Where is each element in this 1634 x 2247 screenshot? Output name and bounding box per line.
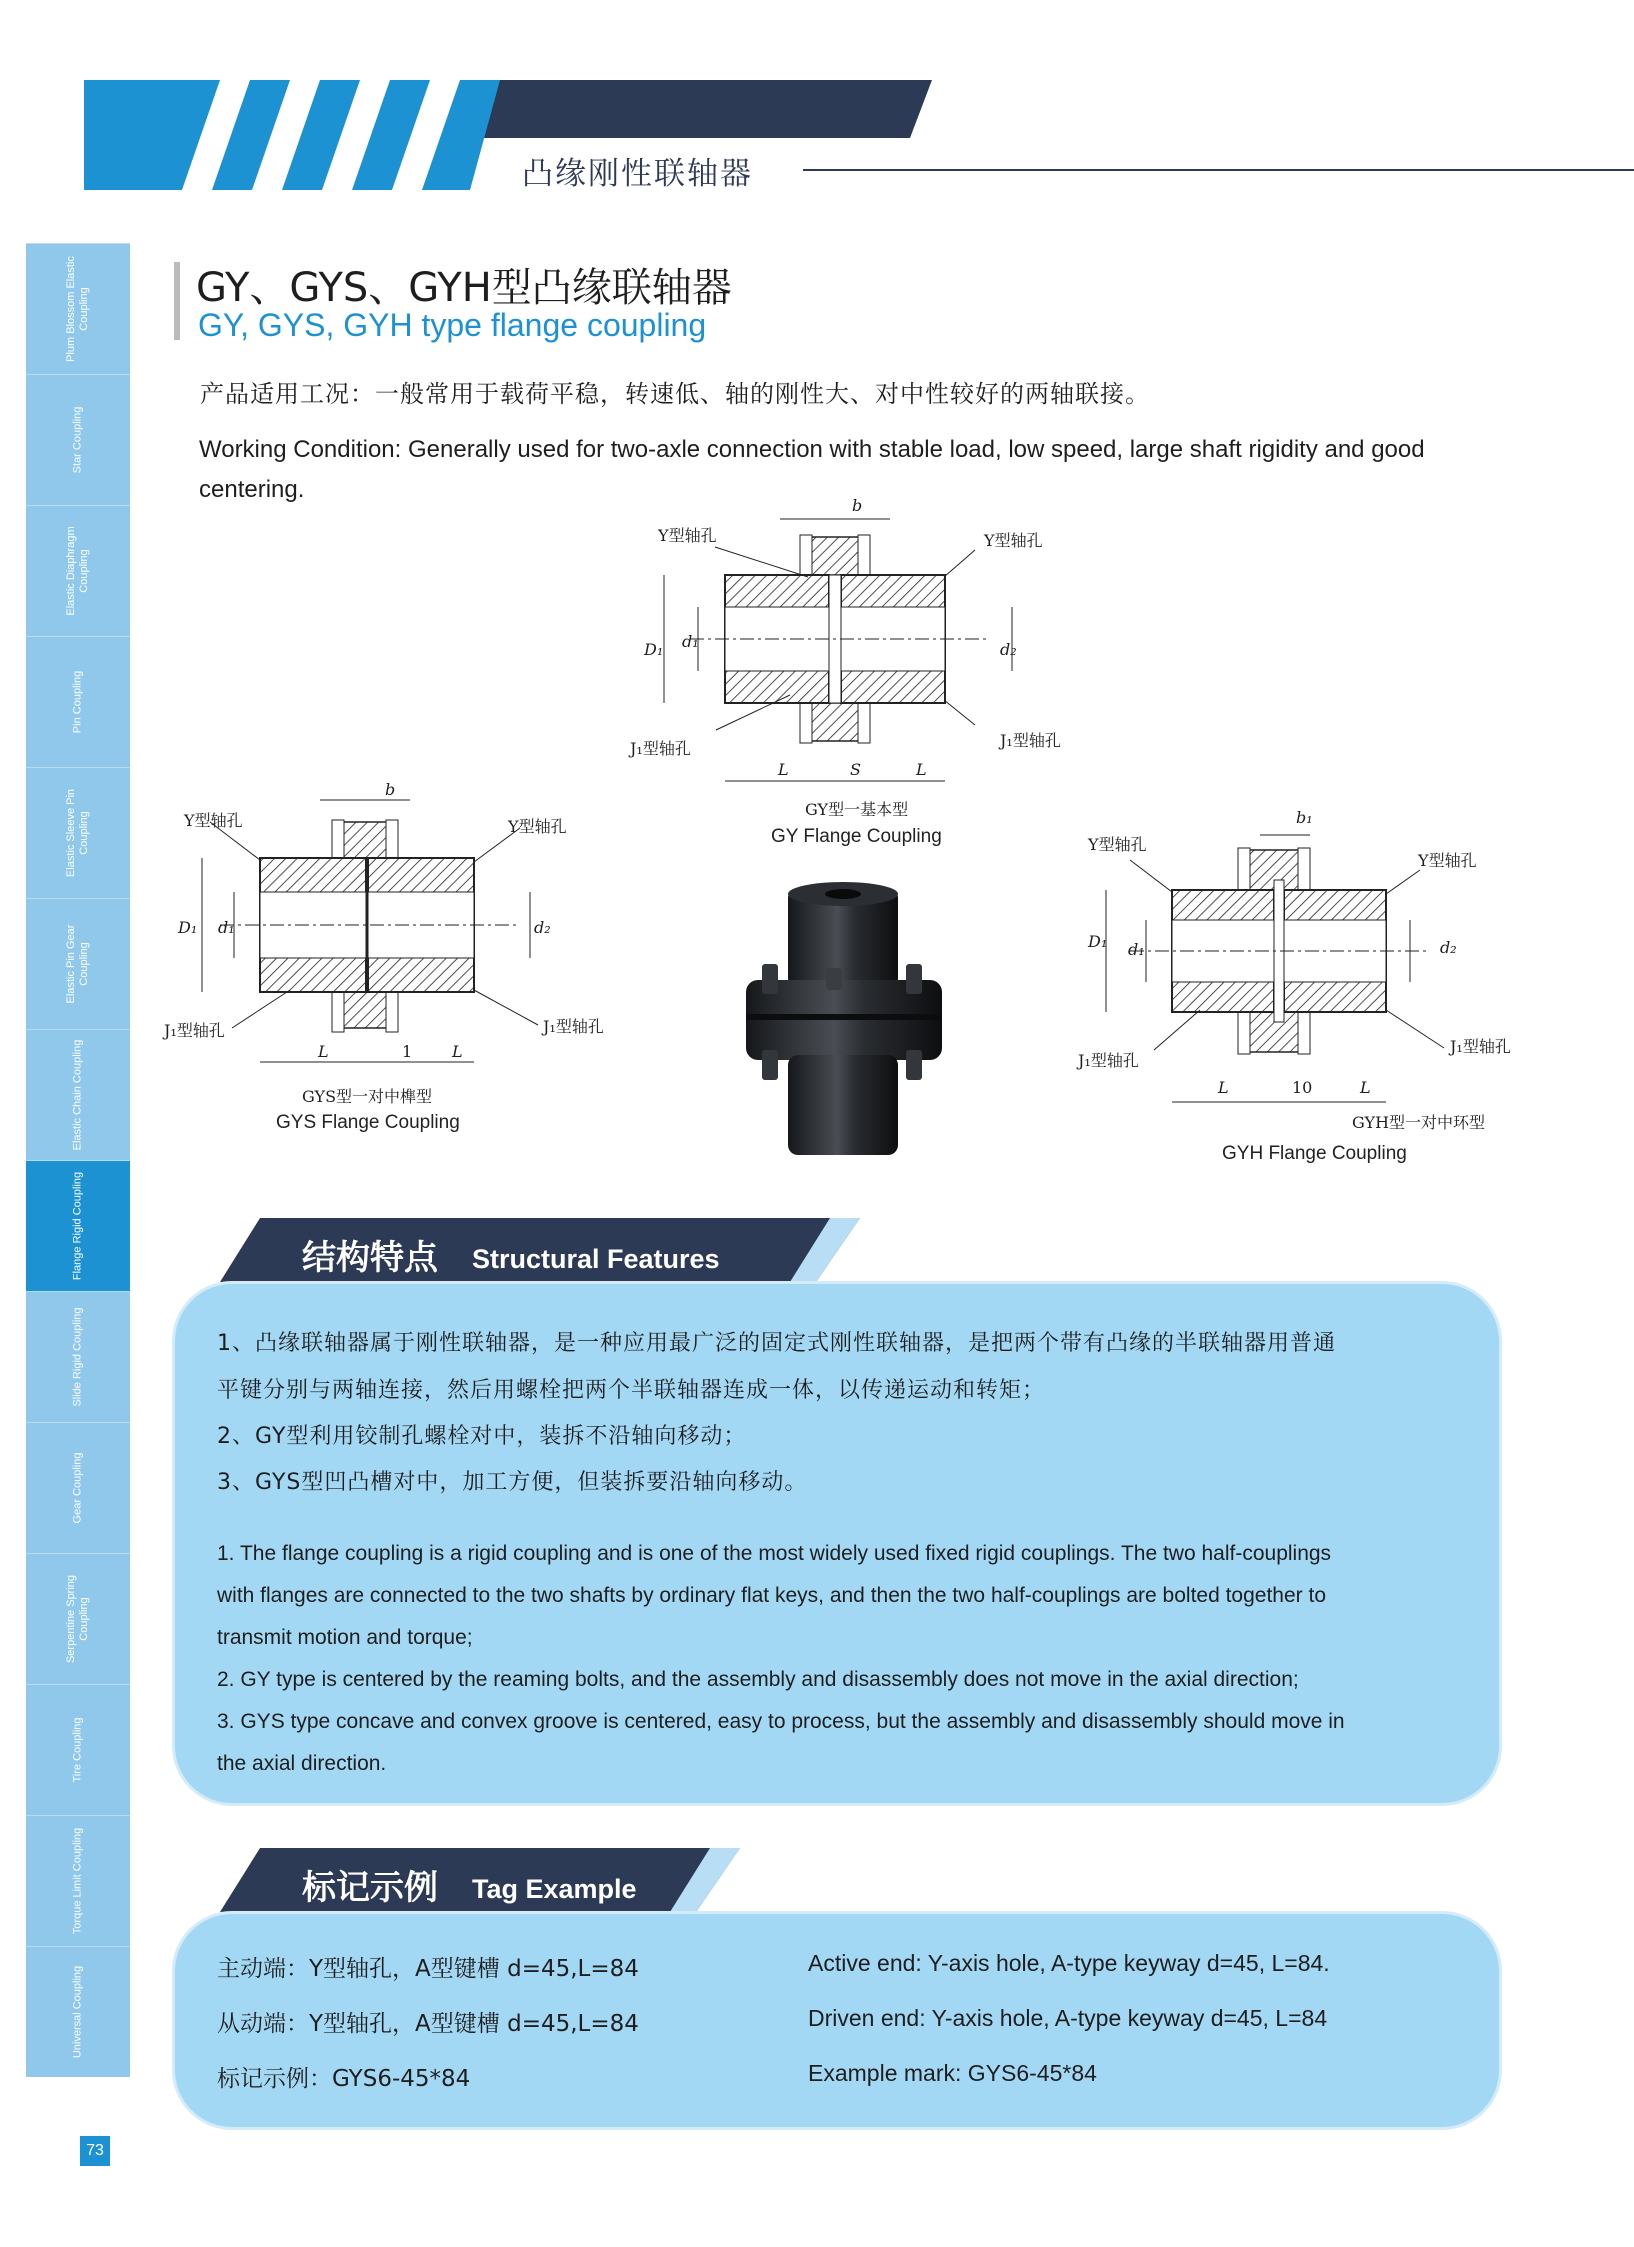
- side-tab-gear[interactable]: [26, 1422, 130, 1553]
- side-tab-universal[interactable]: [26, 1946, 130, 2077]
- gyh-caption-en: GYH Flange Coupling: [1222, 1143, 1407, 1164]
- feature-en-line: 2. GY type is centered by the reaming bolts, and the assembly and disassembly does not move in the axial direction;: [217, 1668, 1299, 1691]
- side-tab-label: Serpentine Spring Coupling: [65, 1574, 90, 1664]
- gyh-label-y-left: Y型轴孔: [1088, 835, 1147, 854]
- feature-cn-line: 1、凸缘联轴器属于刚性联轴器，是一种应用最广泛的固定式刚性联轴器，是把两个带有凸缘的半联轴器用普通: [217, 1331, 1337, 1356]
- page-title-en: GY, GYS, GYH type flange coupling: [198, 307, 707, 343]
- side-tab-label: Pin Coupling: [71, 670, 84, 734]
- gyh-dim-d1: d₁: [1128, 940, 1145, 959]
- title-accent-bar: [174, 262, 180, 340]
- side-tab-label: Gear Coupling: [71, 1452, 84, 1524]
- gy-dim-L-left: L: [778, 760, 789, 779]
- header-rule: [803, 169, 1634, 171]
- gys-dim-d1: d₁: [218, 918, 235, 937]
- tag-cn-line: 标记示例：GYS6-45*84: [217, 2066, 471, 2092]
- gys-caption-cn: GYS型一对中榫型: [302, 1087, 433, 1106]
- side-tab-pin[interactable]: [26, 636, 130, 767]
- gys-caption-en: GYS Flange Coupling: [276, 1112, 460, 1133]
- side-tab-serpentine-spring[interactable]: [26, 1553, 130, 1684]
- gyh-label-j-left: J₁型轴孔: [1078, 1051, 1139, 1070]
- side-tab-elastic-pin-gear[interactable]: [26, 898, 130, 1029]
- gy-label-j-left: J₁型轴孔: [630, 739, 691, 758]
- gyh-dim-10: 10: [1292, 1078, 1313, 1097]
- gy-dim-d2: d₂: [1000, 640, 1017, 659]
- features-heading-en: Structural Features: [472, 1244, 720, 1274]
- feature-cn-line: 3、GYS型凹凸槽对中，加工方便，但装拆要沿轴向移动。: [217, 1470, 808, 1495]
- tag-cn-line: 从动端：Y型轴孔，A型键槽 d=45,L=84: [217, 2011, 639, 2037]
- gyh-dim-D1: D₁: [1088, 932, 1108, 951]
- coupling-photo: [730, 880, 960, 1165]
- side-tab-slide-rigid[interactable]: [26, 1291, 130, 1422]
- gys-label-j-right: J₁型轴孔: [543, 1017, 604, 1036]
- side-tab-label: Plum Blossom Elastic Coupling: [65, 256, 90, 362]
- page-title-cn: GY、GYS、GYH型凸缘联轴器: [196, 265, 732, 311]
- side-tab-nav: [26, 243, 130, 2077]
- tag-en-line: Example mark: GYS6-45*84: [808, 2060, 1097, 2086]
- gys-dim-b: b: [385, 780, 396, 799]
- gy-dim-d1: d₁: [682, 632, 699, 651]
- page-number: 73: [80, 2136, 110, 2166]
- feature-en-line: with flanges are connected to the two shafts by ordinary flat keys, and then the two half-couplings are bolted together to: [217, 1584, 1327, 1607]
- gy-dim-D1: D₁: [644, 640, 664, 659]
- tag-heading-en: Tag Example: [472, 1874, 637, 1904]
- gys-dim-d2: d₂: [534, 918, 551, 937]
- gyh-label-y-right: Y型轴孔: [1418, 851, 1477, 870]
- working-condition-cn: 产品适用工况：一般常用于载荷平稳，转速低、轴的刚性大、对中性较好的两轴联接。: [200, 380, 1150, 408]
- section-title: 凸缘刚性联轴器: [522, 156, 753, 192]
- side-tab-label: Star Coupling: [71, 406, 84, 474]
- side-tab-label: Elastic Pin Gear Coupling: [65, 924, 90, 1004]
- gy-caption-en: GY Flange Coupling: [771, 826, 942, 847]
- gy-label-y-left: Y型轴孔: [658, 526, 717, 545]
- feature-en-line: the axial direction.: [217, 1752, 387, 1775]
- tag-en-line: Active end: Y-axis hole, A-type keyway d=45, L=84.: [808, 1950, 1330, 1976]
- feature-en-line: 1. The flange coupling is a rigid coupling and is one of the most widely used fixed rigid couplings. The two half-couplings: [217, 1542, 1332, 1565]
- side-tab-label: Elastic Sleeve Pin Coupling: [65, 788, 90, 878]
- gy-dim-S: S: [850, 760, 861, 779]
- side-tab-star[interactable]: [26, 374, 130, 505]
- side-tab-flange-rigid[interactable]: [26, 1160, 130, 1291]
- side-tab-label: Tire Coupling: [71, 1717, 84, 1783]
- tag-heading-cn: 标记示例: [302, 1868, 438, 1908]
- gy-dim-b: b: [852, 496, 863, 515]
- side-tab-elastic-sleeve-pin[interactable]: [26, 767, 130, 898]
- side-tab-label: Elastic Diaphragm Coupling: [65, 526, 90, 616]
- side-tab-label: Flange Rigid Coupling: [71, 1171, 84, 1281]
- side-tab-torque-limit[interactable]: [26, 1815, 130, 1946]
- side-tab-label: Universal Coupling: [71, 1965, 84, 2059]
- gyh-label-j-right: J₁型轴孔: [1450, 1037, 1511, 1056]
- gys-dim-L-left: L: [318, 1042, 329, 1061]
- gy-dim-L-right: L: [916, 760, 927, 779]
- side-tab-tire[interactable]: [26, 1684, 130, 1815]
- feature-en-line: 3. GYS type concave and convex groove is centered, easy to process, but the assembly and disassembly should move in: [217, 1710, 1345, 1733]
- gys-label-y-right: Y型轴孔: [508, 817, 567, 836]
- side-tab-plum-blossom[interactable]: [26, 243, 130, 374]
- gys-label-j-left: J₁型轴孔: [164, 1021, 225, 1040]
- gyh-dim-d2: d₂: [1440, 938, 1457, 957]
- gys-label-y-left: Y型轴孔: [184, 811, 243, 830]
- gy-label-y-right: Y型轴孔: [984, 531, 1043, 550]
- gy-label-j-right: J₁型轴孔: [1000, 731, 1061, 750]
- side-tab-label: Torque Limit Coupling: [71, 1827, 84, 1935]
- tag-cn-line: 主动端：Y型轴孔，A型键槽 d=45,L=84: [217, 1956, 639, 1982]
- features-heading-cn: 结构特点: [302, 1238, 438, 1278]
- gys-dim-D1: D₁: [178, 918, 198, 937]
- side-tab-label: Elastic Chain Coupling: [71, 1039, 84, 1151]
- feature-cn-line: 平键分别与两轴连接，然后用螺栓把两个半联轴器连成一体，以传递运动和转矩；: [217, 1378, 1046, 1403]
- side-tab-elastic-chain[interactable]: [26, 1029, 130, 1160]
- feature-cn-line: 2、GY型利用铰制孔螺栓对中，装拆不沿轴向移动；: [217, 1424, 747, 1449]
- feature-en-line: transmit motion and torque;: [217, 1626, 473, 1649]
- side-tab-elastic-diaphragm[interactable]: [26, 505, 130, 636]
- gyh-dim-L-right: L: [1360, 1078, 1371, 1097]
- side-tab-label: Slide Rigid Coupling: [71, 1307, 84, 1407]
- gy-caption-cn: GY型一基本型: [805, 800, 909, 819]
- gys-dim-L-right: L: [452, 1042, 463, 1061]
- gyh-dim-b1: b₁: [1296, 808, 1313, 827]
- gyh-dim-L-left: L: [1218, 1078, 1229, 1097]
- working-condition-en: Working Condition: Generally used for two-axle connection with stable load, low speed, large shaft rigidity and good centering.: [199, 436, 1425, 503]
- gys-dim-1: 1: [402, 1042, 413, 1061]
- tag-en-line: Driven end: Y-axis hole, A-type keyway d=45, L=84: [808, 2005, 1328, 2031]
- gyh-caption-cn: GYH型一对中环型: [1352, 1113, 1486, 1132]
